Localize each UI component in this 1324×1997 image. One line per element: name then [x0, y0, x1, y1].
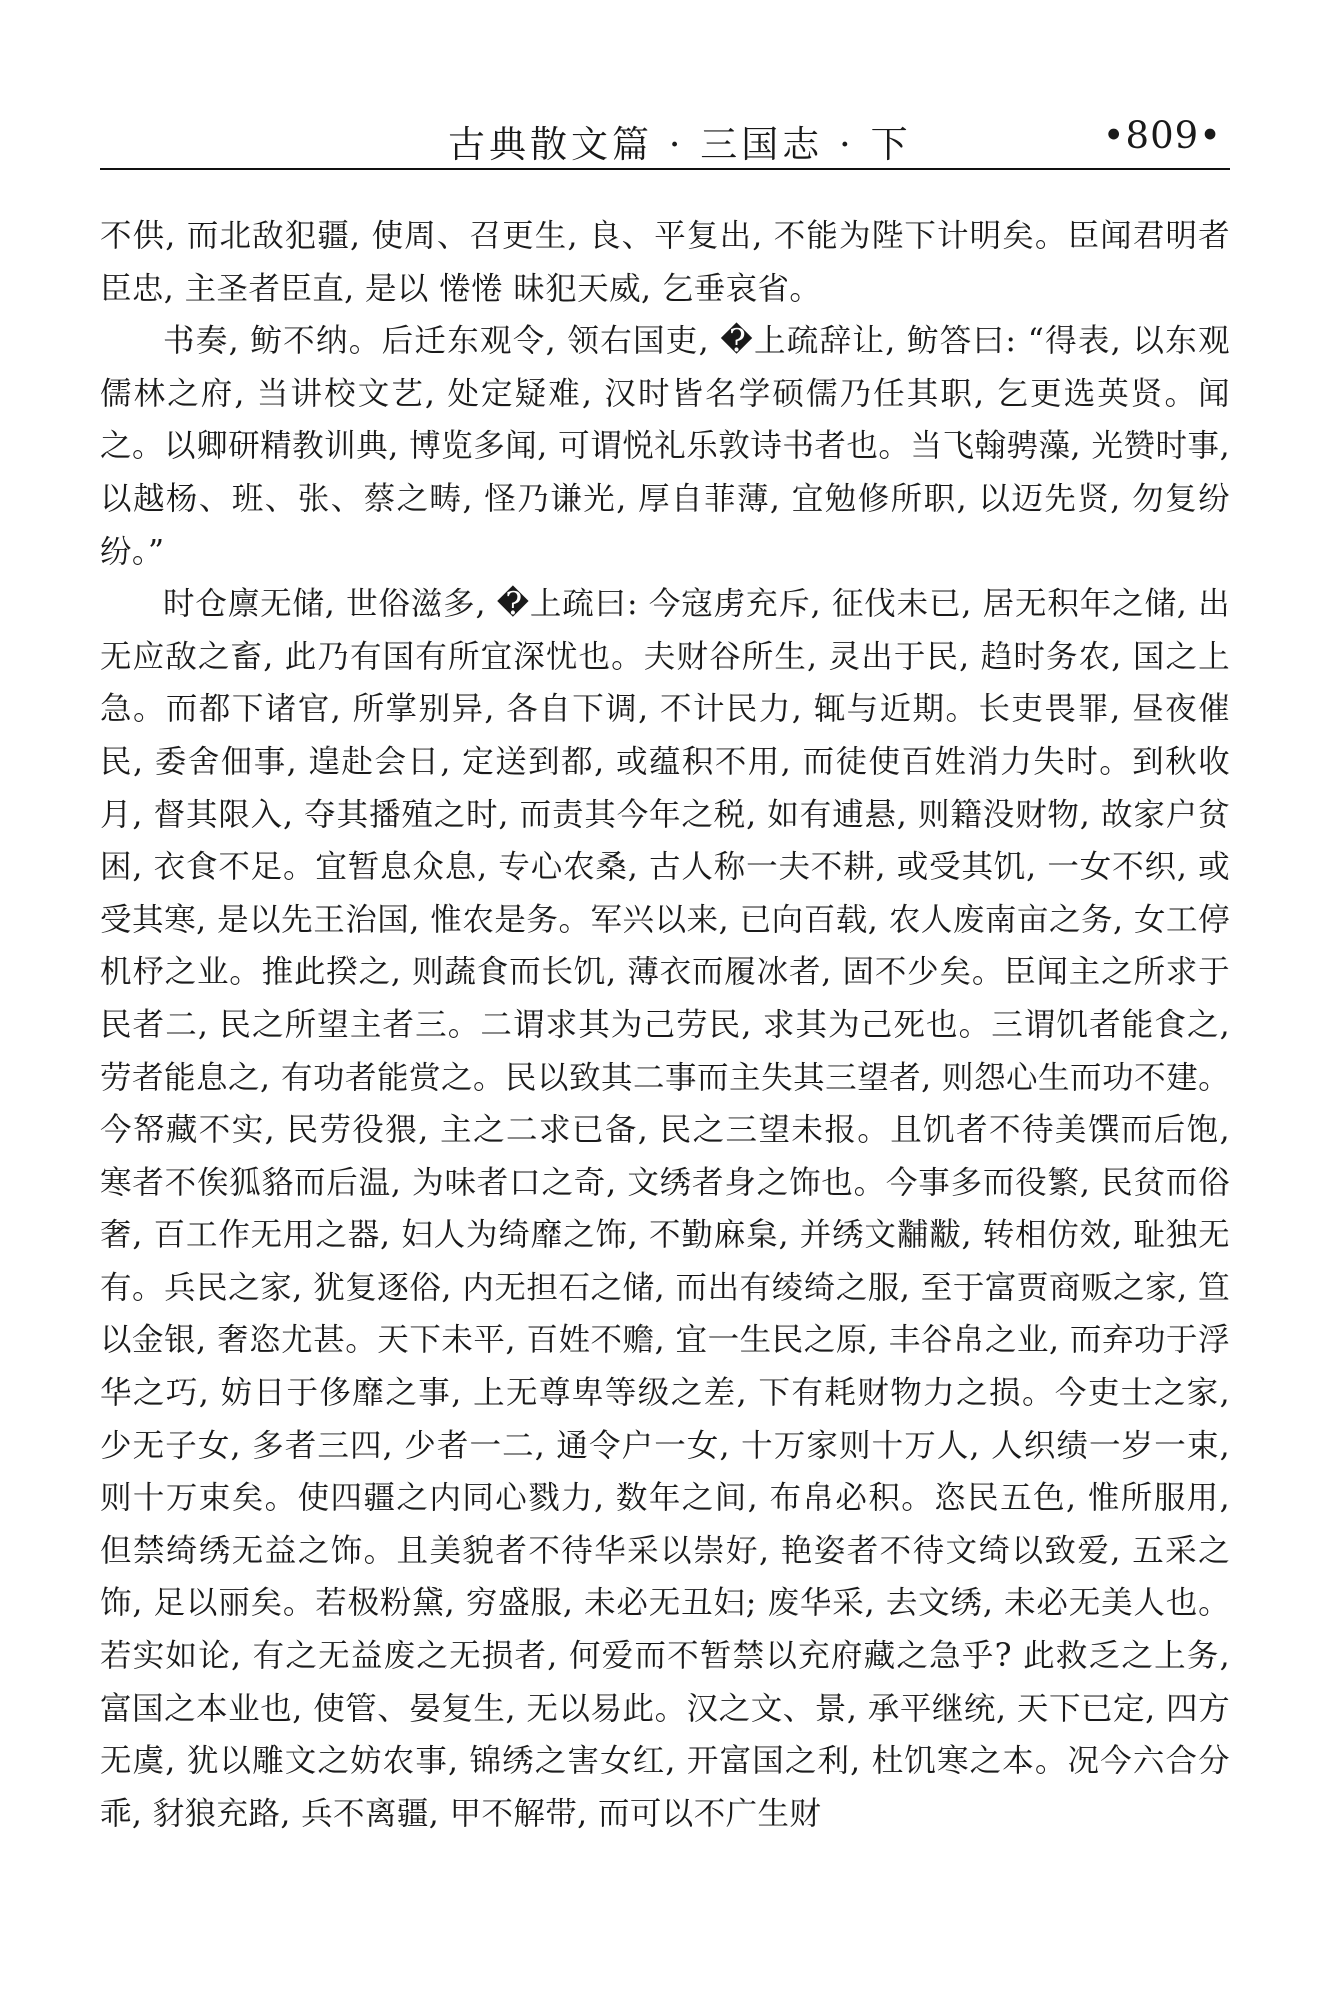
header-rule: [100, 168, 1230, 170]
body-text: [100, 210, 1230, 1840]
running-title: 古典散文篇 · 三国志 · 下: [448, 123, 912, 166]
running-header: [100, 108, 1230, 166]
paragraph-1: 不供, 而北敌犯疆, 使周、召更生, 良、平复出, 不能为陛下计明矣。臣闻君明者臣忠, 主圣者臣直, 是以 惓惓 昧犯天威, 乞垂哀省。: [100, 218, 1230, 307]
paragraph-2: 书奏, 鲂不纳。后迁东观令, 领右国吏, �上疏辞让, 鲂答曰: “得表, 以东观儒林之府, 当讲校文艺, 处定疑难, 汉时皆名学硕儒乃任其职, 乞更选英贤。闻之。以卿研精教训典, 博览多闻, 可谓悦礼乐敦诗书者也。当飞翰骋藻, 光赞时事, 以越杨、班、张、蔡之畴, 怪乃谦光, 厚自菲薄, 宜勉修所职, 以迈先贤, 勿复纷纷。”: [100, 323, 1230, 570]
paragraph-3: 时仓廪无储, 世俗滋多, �上疏曰: 今寇虏充斥, 征伐未已, 居无积年之储, 出无应敌之畜, 此乃有国有所宜深忧也。夫财谷所生, 灵出于民, 趋时务农, 国之上急。而都下诸官, 所掌别异, 各自下调, 不计民力, 辄与近期。长吏畏罪, 昼夜催民, 委舍佃事, 遑赴会日, 定送到都, 或蕴积不用, 而徒使百姓消力失时。到秋收月, 督其限入, 夺其播殖之时, 而责其今年之税, 如有逋悬, 则籍没财物, 故家户贫困, 衣食不足。宜暂息众息, 专心农桑, 古人称一夫不耕, 或受其饥, 一女不织, 或受其寒, 是以先王治国, 惟农是务。军兴以来, 已向百载, 农人废南亩之务, 女工停机杼之业。推此揆之, 则蔬食而长饥, 薄衣而履冰者, 固不少矣。臣闻主之所求于民者二, 民之所望主者三。二谓求其为己劳民, 求其为己死也。三谓饥者能食之, 劳者能息之, 有功者能赏之。民以致其二事而主失其三望者, 则怨心生而功不建。今帑藏不实, 民劳役猥, 主之二求已备, 民之三望未报。且饥者不待美馔而后饱, 寒者不俟狐貉而后温, 为味者口之奇, 文绣者身之饰也。今事多而役繁, 民贫而俗奢, 百工作无用之器, 妇人为绮靡之饰, 不勤麻枲, 并绣文黼黻, 转相仿效, 耻独无有。兵民之家, 犹复逐俗, 内无担石之储, 而出有绫绮之服, 至于富贾商贩之家, 笪以金银, 奢恣尤甚。天下未平, 百姓不赡, 宜一生民之原, 丰谷帛之业, 而弃功于浮华之巧, 妨日于侈靡之事, 上无尊卑等级之差, 下有耗财物力之损。今吏士之家, 少无子女, 多者三四, 少者一二, 通令户一女, 十万家则十万人, 人织绩一岁一束, 则十万束矣。使四疆之内同心戮力, 数年之间, 布帛必积。恣民五色, 惟所服用, 但禁绮绣无益之饰。且美貌者不待华采以崇好, 艳姿者不待文绮以致爱, 五采之饰, 足以丽矣。若极粉黛, 穷盛服, 未必无丑妇; 废华采, 去文绣, 未必无美人也。若实如论, 有之无益废之无损者, 何爱而不暂禁以充府藏之急乎? 此救乏之上务, 富国之本业也, 使管、晏复生, 无以易此。汉之文、景, 承平继统, 天下已定, 四方无虞, 犹以雕文之妨农事, 锦绣之害女红, 开富国之利, 杜饥寒之本。况今六合分乖, 豺狼充路, 兵不离疆, 甲不解带, 而可以不广生财: [100, 586, 1230, 1832]
page-number: •809•: [1102, 114, 1222, 157]
